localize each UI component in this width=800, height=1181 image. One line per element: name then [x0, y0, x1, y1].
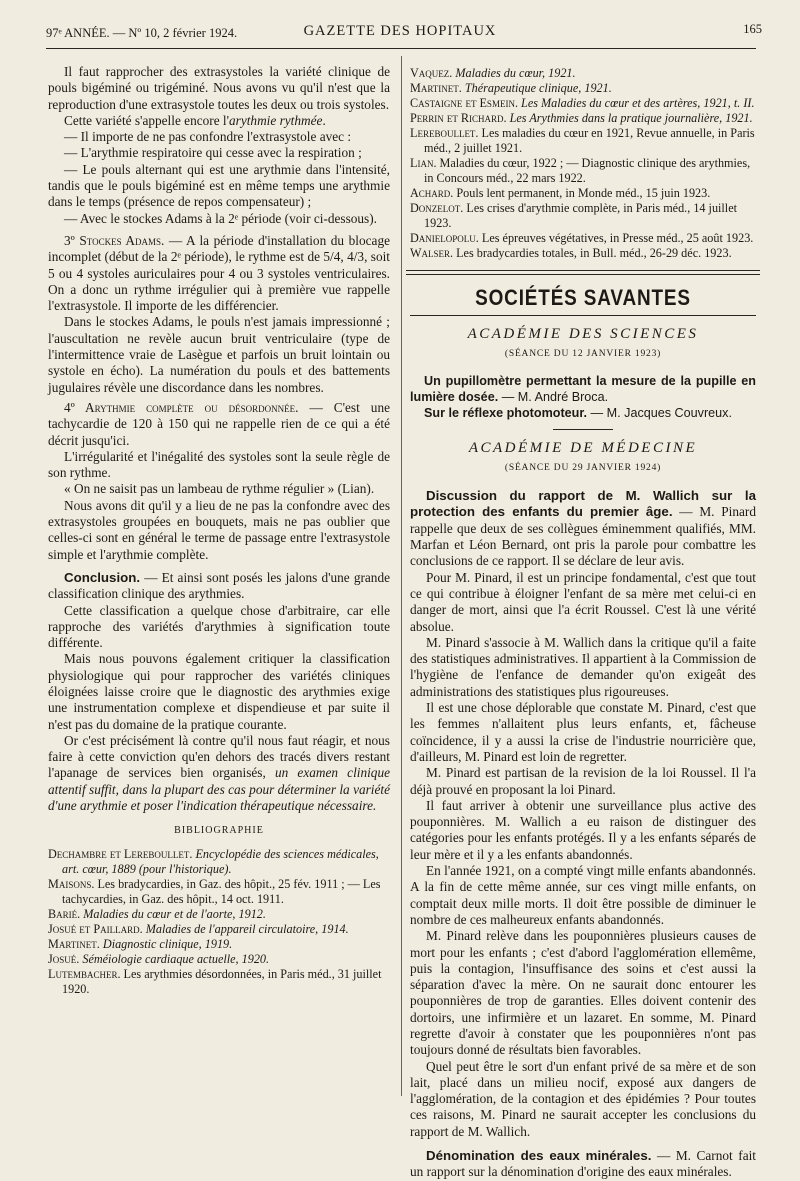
paragraph: M. Pinard relève dans les pouponnières plusieurs causes de mort pour les enfants ; c'est d'abord l'agglomération ellemême, puis la contagion, l'insuffisance des soins et c'est aussi la séparation d'avec la mère. On ne saurait donc entourer les pouponnières de trop de garanties. Elles doivent contenir des dortoirs, une infirmière et un lazaret. En somme, M. Pinard regrette d'avoir à constater que les pouponnières n'ont pas toujours donné de résultats bien favorables. [410, 928, 756, 1058]
paragraph: 3º Stockes Adams. — A la période d'installation du blocage incomplet (début de la 2ᵉ période), le rythme est de 5/4, 4/3, soit 5 ou 4 systoles auriculaires pour 4 ou 3 systoles ventriculaires. On a donc un rythme irrégulier qui à première vue rappelle l'extrasystole. Il importe de les différencier. [48, 232, 390, 314]
section-double-rule [406, 270, 760, 275]
reference-item: Barié. Maladies du cœur et de l'aorte, 1912. [48, 906, 266, 921]
section-title: SOCIÉTÉS SAVANTES [475, 285, 691, 310]
reference-item: Donzelot. Les crises d'arythmie complète, in Paris méd., 14 juillet 1923. [410, 201, 737, 230]
paragraph: Discussion du rapport de M. Wallich sur la protection des enfants du premier âge. — M. Pinard rappelle que deux de ses collègues éminemment qualifiés, MM. Marfan et Léon Bernard, ont pris la parole pour combattre les conclusions de ce rapport. Il se déclare de leur avis. [410, 488, 756, 569]
paragraph: — L'arythmie respiratoire qui cesse avec la respiration ; [64, 145, 362, 161]
reference-item: Martinet. Diagnostic clinique, 1919. [48, 936, 233, 951]
reference-item: Walser. Les bradycardies totales, in Bull. méd., 26-29 déc. 1923. [410, 246, 732, 260]
reference-item: Martinet. Thérapeutique clinique, 1921. [410, 81, 612, 95]
paragraph: « On ne saisit pas un lambeau de rythme régulier » (Lian). [64, 481, 375, 497]
journal-title: GAZETTE DES HOPITAUX [303, 23, 497, 39]
paragraph: M. Pinard est partisan de la revision de la loi Roussel. Il l'a déjà prouvé en proposant la loi Pinard. [410, 765, 756, 797]
reference-item: Josué et Paillard. Maladies de l'appareil circulatoire, 1914. [48, 921, 349, 936]
reference-item: Lutembacher. Les arythmies désordonnées, in Paris méd., 31 juillet 1920. [48, 966, 382, 996]
issue-info: 97ᵉ ANNÉE. — Nº 10, 2 février 1924. [46, 26, 238, 40]
paragraph: Nous avons dit qu'il y a lieu de ne pas la confondre avec des extrasystoles groupées en bouquets, mais ne pas oublier que celles-ci sont en général le terme de passage entre l'extrasystole simple et l'arythmie complète. [48, 497, 390, 562]
paragraph: Quel peut être le sort d'un enfant privé de sa mère et de son lait, placé dans un milieu nocif, exposé aux dangers de l'agglomération, de la contagion et des épidémies ? Pour toutes ces raisons, M. Pinard ne saurait accepter les conclusions du rapport de M. Wallich. [410, 1058, 756, 1139]
left-column [48, 64, 390, 997]
paragraph: M. Pinard s'associe à M. Wallich dans la critique qu'il a faite des statistiques administratives. Il appartient à la Commission de l'hygiène de l'enfance de demander qu'on exigeât des administrations des statistiques plus rigoureuses. [410, 634, 756, 699]
paragraph: Conclusion. — Et ainsi sont posés les jalons d'une grande classification clinique des arythmies. [48, 569, 390, 602]
paragraph: Cette classification a quelque chose d'arbitraire, car elle rapproche des variétés d'arythmies à signification toute différente. [48, 602, 390, 651]
reference-item: Lereboullet. Les maladies du cœur en 1921, Revue annuelle, in Paris méd., 2 juillet 1921. [410, 126, 755, 155]
page-number: 165 [743, 22, 762, 36]
reference-item: Maisons. Les bradycardies, in Gaz. des hôpit., 25 fév. 1911 ; — Les tachycardies, in Gaz. des hôpit., 14 oct. 1911. [48, 876, 381, 906]
separator-rule [553, 429, 613, 430]
paragraph: Pour M. Pinard, il est un principe fondamental, c'est que tout ce qui contribue à éloigner l'enfant de sa mère met celui-ci en danger de mort, ainsi que l'a écrit Roussel. C'est là une vérité absolue. [410, 569, 756, 634]
communication-item: Un pupillomètre permettant la mesure de la pupille en lumière dosée. — M. André Broca. [410, 373, 756, 404]
header-rule [46, 48, 756, 49]
academy-heading: ACADÉMIE DE MÉDECINE [468, 439, 698, 456]
paragraph: Mais nous pouvons également critiquer la classification physiologique qui pour rapprocher des variétés cliniques éloignées laisse croire que le diagnostic des arythmies exige une instrumentation complexe et dispendieuse et par suite il n'est pas du domaine de la pratique courante. [48, 651, 390, 732]
section-title-rule [410, 315, 756, 316]
academy-heading: ACADÉMIE DES SCIENCES [467, 326, 699, 342]
paragraph: — Le pouls alternant qui est une arythmie dans l'intensité, tandis que le pouls bigéminé est en même temps une arythmie dans le temps (présence de repos compensateur) ; [48, 161, 390, 210]
session-date: (SÉANCE DU 29 JANVIER 1924) [504, 462, 662, 473]
paragraph: — Avec le stockes Adams à la 2ᵉ période (voir ci-dessous). [64, 210, 377, 226]
reference-item: Danielopolu. Les épreuves végétatives, in Presse méd., 25 août 1923. [410, 231, 754, 245]
discussion-block [410, 488, 756, 1180]
paragraph: — Il importe de ne pas confondre l'extrasystole avec : [64, 129, 352, 145]
paragraph: Il faut arriver à obtenir une surveillance plus active des pouponnières. M. Wallich a eu raison de distinguer des catégories pour les enfants protégés. Il y a les enfants séparés de leur mère et il y a les enfants abandonnés. [410, 797, 756, 862]
communication-item: Sur le réflexe photomoteur. — M. Jacques Couvreux. [424, 405, 732, 420]
right-column [410, 66, 756, 1181]
reference-item: Achard. Pouls lent permanent, in Monde méd., 15 juin 1923. [410, 186, 711, 200]
bibliography-continued [410, 66, 756, 261]
reference-item: Josué. Séméiologie cardiaque actuelle, 1920. [48, 951, 270, 966]
session-date: (SÉANCE DU 12 JANVIER 1923) [504, 349, 662, 360]
reference-item: Castaigne et Esmein. Les Maladies du cœur et des artères, 1921, t. II. [410, 96, 755, 110]
paragraph: Dénomination des eaux minérales. — M. Carnot fait un rapport sur la dénomination d'origine des eaux minérales. [410, 1148, 756, 1180]
paragraph: Il est une chose déplorable que constate M. Pinard, c'est que les femmes n'allaitent plus leurs enfants, et, fâcheuse coïncidence, il y a aussi la crise de l'industrie nourricière que, d'ailleurs, M. Pinard est loin de regretter. [410, 700, 756, 764]
reference-item: Vaquez. Maladies du cœur, 1921. [410, 66, 576, 80]
column-divider [401, 56, 402, 1096]
bibliography-heading: BIBLIOGRAPHIE [174, 825, 264, 837]
bibliography-list [48, 847, 390, 997]
paragraph: Cette variété s'appelle encore l'arythmie rythmée. [64, 112, 326, 128]
paragraph: Or c'est précisément là contre qu'il nous faut réagir, et nous faire à cette conviction qu'en dehors des tracés divers restant l'apanage de services bien organisés, un examen clinique attentif suffit, dans la plupart des cas pour déterminer la variété d'une arythmie et poser l'indication thérapeutique nécessaire. [48, 732, 390, 814]
page-header [46, 20, 762, 46]
reference-item: Perrin et Richard. Les Arythmies dans la pratique journalière, 1921. [410, 111, 753, 125]
reference-item: Lian. Maladies du cœur, 1922 ; — Diagnostic clinique des arythmies, in Concours méd., 22 mars 1922. [410, 156, 751, 185]
paragraph: L'irrégularité et l'inégalité des systoles sont la seule règle de son rythme. [48, 448, 390, 481]
paragraph: 4º Arythmie complète ou désordonnée. — C'est une tachycardie de 120 à 150 qui ne rappelle rien de ce qui a été décrit jusqu'ici. [48, 399, 390, 448]
paragraph: Dans le stockes Adams, le pouls n'est jamais impressionné ; l'auscultation ne revèle aucun bruit ventriculaire (type de l'intermittence vraie de Lasègue et parfois un bruit lointain ou systole en écho). La numération du pouls et des battements jugulaires révèle une discordance dans les nombres. [48, 314, 390, 395]
paragraph: Il faut rapprocher des extrasystoles la variété clinique de pouls bigéminé ou trigéminé. Nous avons vu qu'il n'est que la reproduction d'une extrasystole toutes les deux ou trois systoles. [48, 64, 390, 112]
paragraph: En l'année 1921, on a compté vingt mille enfants abandonnés. A la fin de cette même année, sur ces vingt mille enfants, on comptait deux mille morts. Il doit être possible de diminuer le nombre de ces malheureux enfants abandonnés. [410, 863, 756, 927]
reference-item: Dechambre et Lereboullet. Encyclopédie des sciences médicales, art. cœur, 1889 (pour l'historique). [48, 846, 379, 876]
